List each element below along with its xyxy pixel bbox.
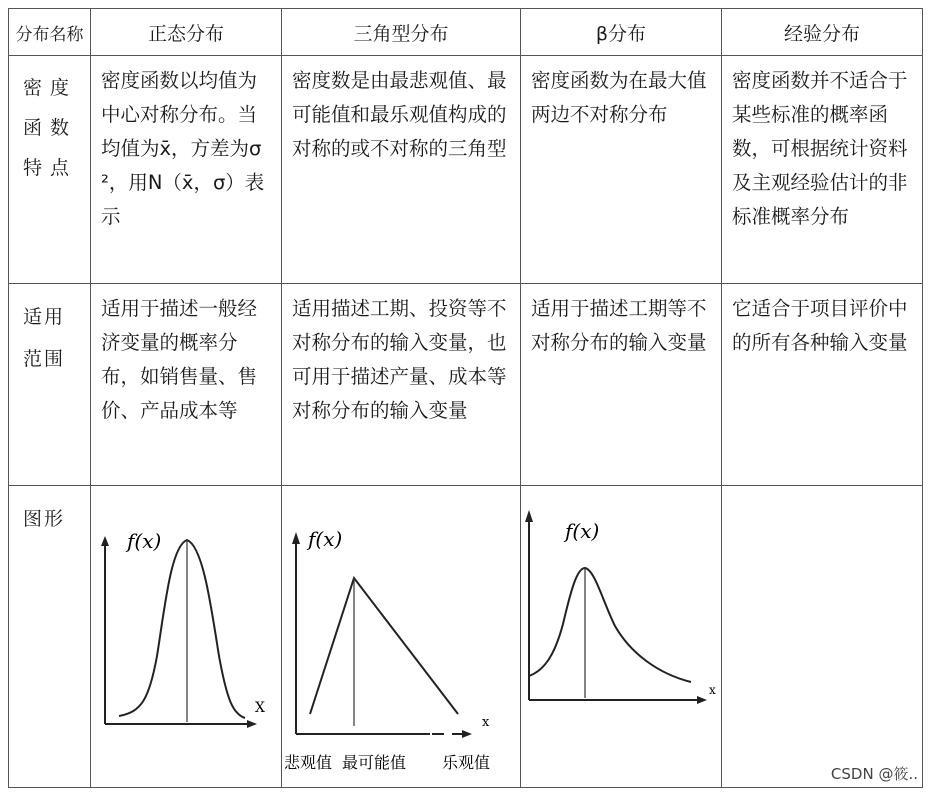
row-label-scope: 适用范围 xyxy=(23,306,66,370)
header-triangular: 三角型分布 xyxy=(282,9,521,56)
cell-scope-triangular: 适用描述工期、投资等不对称分布的输入变量，也可用于描述产量、成本等对称分布的输入变量 xyxy=(292,297,507,422)
fx-label: f(x) xyxy=(308,527,343,551)
header-normal: 正态分布 xyxy=(91,9,282,56)
cell-figure-normal xyxy=(91,486,282,788)
triangular-distribution-figure xyxy=(282,486,519,782)
y-axis-arrow xyxy=(292,532,300,544)
y-axis-arrow xyxy=(525,510,533,522)
row-figure xyxy=(9,486,923,788)
row-label-figure: 图形 xyxy=(23,508,66,530)
cell-scope-beta: 适用于描述工期等不对称分布的输入变量 xyxy=(531,297,707,354)
row-scope xyxy=(9,284,923,486)
label-pessimistic: 悲观值 xyxy=(284,753,333,772)
x-axis-arrow xyxy=(462,730,472,738)
watermark: CSDN @筱.. xyxy=(830,765,918,783)
header-row xyxy=(9,9,923,56)
cell-density-empirical: 密度函数并不适合于某些标准的概率函数，可根据统计资料及主观经验估计的非标准概率分布 xyxy=(732,69,908,228)
distribution-comparison-table xyxy=(8,8,923,788)
header-distribution-name: 分布名称 xyxy=(9,9,91,56)
fx-label: f(x) xyxy=(565,519,600,543)
cell-density-beta: 密度函数为在最大值两边不对称分布 xyxy=(531,69,707,126)
label-most-likely: 最可能值 xyxy=(342,753,407,772)
x-axis-label: X xyxy=(255,700,265,716)
fx-label: f(x) xyxy=(127,529,162,553)
header-empirical: 经验分布 xyxy=(722,9,923,56)
x-axis-arrow xyxy=(247,720,257,728)
y-axis-arrow xyxy=(101,536,109,546)
beta-distribution-figure xyxy=(521,486,720,782)
label-optimistic: 乐观值 xyxy=(442,753,491,772)
normal-curve xyxy=(119,540,245,718)
x-axis-arrow xyxy=(697,696,707,704)
x-axis-label: x xyxy=(482,715,490,730)
x-axis-label: x xyxy=(709,683,716,697)
cell-density-normal: 密度函数以均值为中心对称分布。当均值为x̄，方差为σ²，用N（x̄，σ）表示 xyxy=(101,69,265,228)
row-label-density: 密度函数特点 xyxy=(23,77,78,179)
cell-figure-beta xyxy=(521,486,722,788)
triangle-curve xyxy=(310,578,458,714)
cell-figure-empirical xyxy=(722,486,923,788)
cell-scope-normal: 适用于描述一般经济变量的概率分布，如销售量、售价、产品成本等 xyxy=(101,297,258,422)
beta-curve xyxy=(529,568,691,682)
cell-figure-triangular xyxy=(282,486,521,788)
normal-distribution-figure xyxy=(91,486,280,782)
row-density xyxy=(9,56,923,284)
cell-scope-empirical: 它适合于项目评价中的所有各种输入变量 xyxy=(732,297,908,354)
header-beta: β分布 xyxy=(521,9,722,56)
cell-density-triangular: 密度数是由最悲观值、最可能值和最乐观值构成的对称的或不对称的三角型 xyxy=(292,69,507,160)
